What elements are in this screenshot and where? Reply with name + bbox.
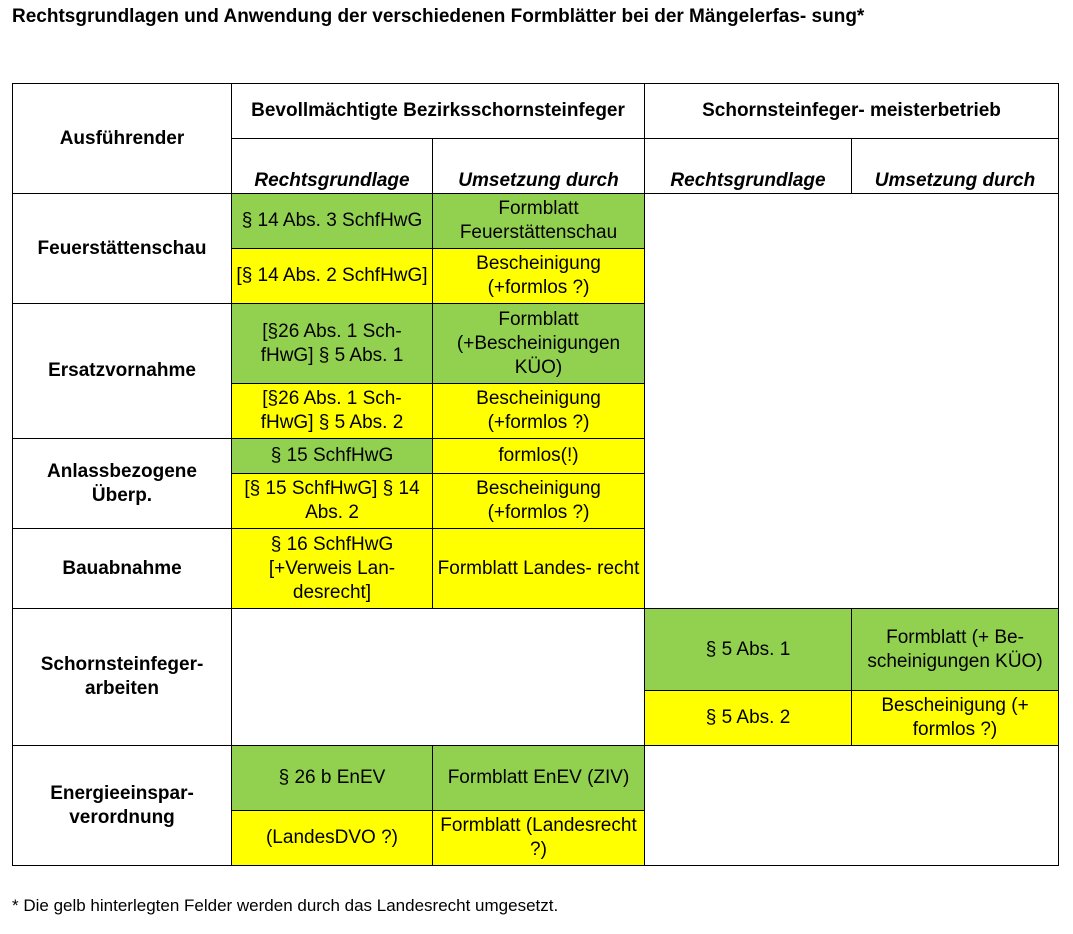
cell-implementation: Formblatt (Landesrecht ?) (433, 811, 645, 866)
cell-implementation: Bescheinigung (+formlos ?) (433, 384, 645, 439)
row-label-schornsteinfegerarbeiten: Schornsteinfeger- arbeiten (13, 609, 232, 746)
cell-implementation: Bescheinigung (+formlos ?) (433, 474, 645, 529)
cell-implementation: Bescheinigung (+formlos ?) (433, 249, 645, 304)
table-row (13, 609, 1059, 691)
cell-legal: [§ 15 SchfHwG] § 14 Abs. 2 (232, 474, 433, 529)
cell-legal: § 15 SchfHwG (232, 439, 433, 474)
header-legal-basis-2: Rechtsgrundlage (645, 139, 852, 194)
header-legal-basis: Rechtsgrundlage (232, 139, 433, 194)
row-label-energieeinsparverordnung: Energieeinspar- verordnung (13, 746, 232, 866)
cell-legal: § 16 SchfHwG [+Verweis Lan- desrecht] (232, 529, 433, 609)
cell-legal: § 5 Abs. 2 (645, 691, 852, 746)
cell-legal: [§26 Abs. 1 Sch- fHwG] § 5 Abs. 2 (232, 384, 433, 439)
empty-cell-smb-bottom (645, 746, 1059, 866)
cell-implementation: Formblatt EnEV (ZIV) (433, 746, 645, 811)
header-implementation-2: Umsetzung durch (852, 139, 1059, 194)
cell-legal: § 26 b EnEV (232, 746, 433, 811)
header-group-bsf: Bevollmächtigte Bezirksschornsteinfeger (232, 84, 645, 139)
cell-legal: [§ 14 Abs. 2 SchfHwG] (232, 249, 433, 304)
cell-implementation: Formblatt Feuerstättenschau (433, 194, 645, 249)
empty-cell-bsf (232, 609, 645, 746)
empty-cell-smb-top (645, 194, 1059, 609)
cell-legal: (LandesDVO ?) (232, 811, 433, 866)
cell-implementation: Formblatt Landes- recht (433, 529, 645, 609)
row-label-ersatzvornahme: Ersatzvornahme (13, 304, 232, 439)
header-row-1 (13, 84, 1059, 139)
row-label-bauabnahme: Bauabnahme (13, 529, 232, 609)
table-row (13, 746, 1059, 811)
cell-implementation: Formblatt (+Bescheinigungen KÜO) (433, 304, 645, 384)
row-label-feuerstaettenschau: Feuerstättenschau (13, 194, 232, 304)
header-group-smb: Schornsteinfeger- meisterbetrieb (645, 84, 1059, 139)
row-label-anlassbezogene: Anlassbezogene Überp. (13, 439, 232, 529)
cell-legal: § 5 Abs. 1 (645, 609, 852, 691)
cell-implementation: Formblatt (+ Be- scheinigungen KÜO) (852, 609, 1059, 691)
cell-implementation: Bescheinigung (+ formlos ?) (852, 691, 1059, 746)
footnote: * Die gelb hinterlegten Felder werden durch das Landesrecht umgesetzt. (12, 896, 559, 915)
regulations-table (12, 83, 1059, 866)
cell-legal: § 14 Abs. 3 SchfHwG (232, 194, 433, 249)
table-row (13, 194, 1059, 249)
page-title: Rechtsgrundlagen und Anwendung der verschiedenen Formblätter bei der Mängelerfas- sung* (12, 6, 865, 27)
cell-implementation: formlos(!) (433, 439, 645, 474)
header-implementation: Umsetzung durch (433, 139, 645, 194)
cell-legal: [§26 Abs. 1 Sch- fHwG] § 5 Abs. 1 (232, 304, 433, 384)
header-executor: Ausführender (13, 84, 232, 194)
